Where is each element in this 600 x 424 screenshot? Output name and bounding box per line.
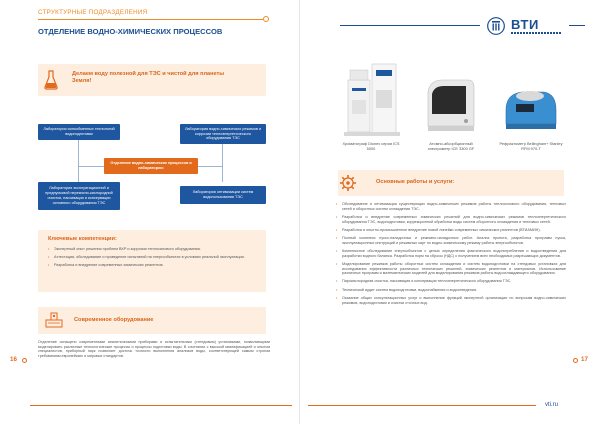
list-item: • Обследование и оптимизация существующих водно-химических режимов работы теплосилового оборудования, тепловых сетей и оборотных систем охлаждения ТЭС. [336,202,566,211]
refractometer-image [500,80,560,136]
works-title: Основные работы и услуги: [376,179,455,185]
site-url[interactable]: vti.ru [545,402,559,408]
equipment-icon [44,311,64,329]
lab-ion-exchange: Лаборатория ионообменных технологий водоподготовки [38,124,120,140]
section-label: СТРУКТУРНЫЕ ПОДРАЗДЕЛЕНИЯ [38,9,148,16]
section-rule [38,19,263,20]
page-number: 17 [581,356,588,363]
header-rule [340,25,480,26]
equipment-text: Отделение оснащено современными аналитическими приборами и испытательным (стендовым) установками, позволяющими моделировать различные технологические процессы и процессы подготовки воды. В сочетании с высокой квалификацией и опытом специалистов, приборный парк позволяет достичь точности выполнения анализов воды, соответствующей самым строгим требованиям европейских и мировых стандартов. [38,340,270,359]
list-item: • Аттестация, обследование и проведение испытаний на энергообъектах в условиях реальной эксплуатации. [48,255,260,260]
connector-left-vertical [78,140,79,182]
refractometer-caption: Рефрактометр Bellingham+ Stanley RFM 970-T [499,141,563,151]
logo-underline [511,32,561,34]
gear-icon [338,170,358,196]
list-item: • Моделирование режимов работы оборотных систем охлаждения и систем водоподготовки на стендовых установках для исследования эффективности различных технических решений, химических реагентов и материалов. Использование различных программ и математических моделей для моделирования режимов работы водоохлаждающего оборудования. [336,262,566,276]
lab-water-usage: Лаборатория оптимизации систем водопользования ТЭС [180,186,266,204]
right-page [300,0,600,424]
list-item: • Разработка и опытно-промышленное внедрение новой линейки современных химических реагентов (ВТИАМИН). [336,228,566,233]
page-title: ОТДЕЛЕНИЕ ВОДНО-ХИМИЧЕСКИХ ПРОЦЕССОВ [38,27,223,36]
vti-logo-icon [487,17,505,35]
bottom-rule [30,405,292,406]
list-item: • Экспертный опыт решения проблем ВХР и коррозии теплосилового оборудования. [48,247,260,252]
page-number: 16 [10,356,17,363]
section-dot [263,16,269,22]
spectrometer-image [422,74,478,134]
list-item: • Комплексное обследование энергообъектов с целью определения фактического водопотребления и водоотведения для разработки водного баланса. Разработка норм на сбросы (НДС) с получением всех необходимых разрешающих документов. [336,249,566,258]
works-list [336,202,566,309]
competences-list [48,247,260,271]
list-item: • Парокислородная очистка, пассивация и консервация теплоэнергетического оборудования ТЭС. [336,279,566,284]
connector-right-vertical [222,140,223,182]
spectrometer-caption: Атомно-абсорбционный спектрометр ICE 3300 GF [427,141,475,151]
chromatograph-caption: Хроматограф Dionex серии ICS 5000 [342,141,400,151]
list-item: • Полный комплекс пуско-наладочных и режимно-наладочных работ. Анализ проекта, разработка программ пуска, эксплуатационных инструкций и режимных карт по водно-химическому режиму работы энергообъектов. [336,236,566,245]
list-item: • Разработка и внедрение современных химических решений для водно-химических режимов теплоэнергетического оборудования ТЭС, водоподготовки, коррекционной обработки воды систем оборотного охлаждения и тепловых сетей. [336,215,566,224]
bottom-rule [308,405,536,406]
lab-water-chemistry: Лаборатория водно-химических режимов и коррозии теплоэнергетического оборудования ТЭС [180,124,266,144]
header-rule-end [569,25,585,26]
flask-icon [44,70,58,90]
lab-passivation: Лаборатория эксплуатационной и предпусковой перекисно-кислородной очистки, пассивации и консервации основного оборудования ТЭС [38,182,120,210]
chromatograph-image [340,60,402,140]
center-unit-box: Отделение водно-химических процессов и лаборатории: [104,158,198,174]
page-number-dot [22,358,27,363]
page-number-dot [573,358,578,363]
competences-title: Ключевые компетенции: [48,236,117,242]
vti-logo-text: ВТИ [511,17,539,32]
list-item: • Разработка и внедрение современных химических реагентов. [48,263,260,268]
equipment-title: Современное оборудование [74,317,154,323]
slogan-text: Делаем воду полезной для ТЭС и чистой для планеты Земля! [72,71,225,84]
list-item: • Технический аудит систем водоподготовки, водоснабжения и водоотведения. [336,288,566,293]
list-item: • Оказание общих консультационных услуг и выполнение функций экспертной организации по вопросам водно-химических режимов, водоподготовки и очистки сточных вод. [336,296,566,305]
